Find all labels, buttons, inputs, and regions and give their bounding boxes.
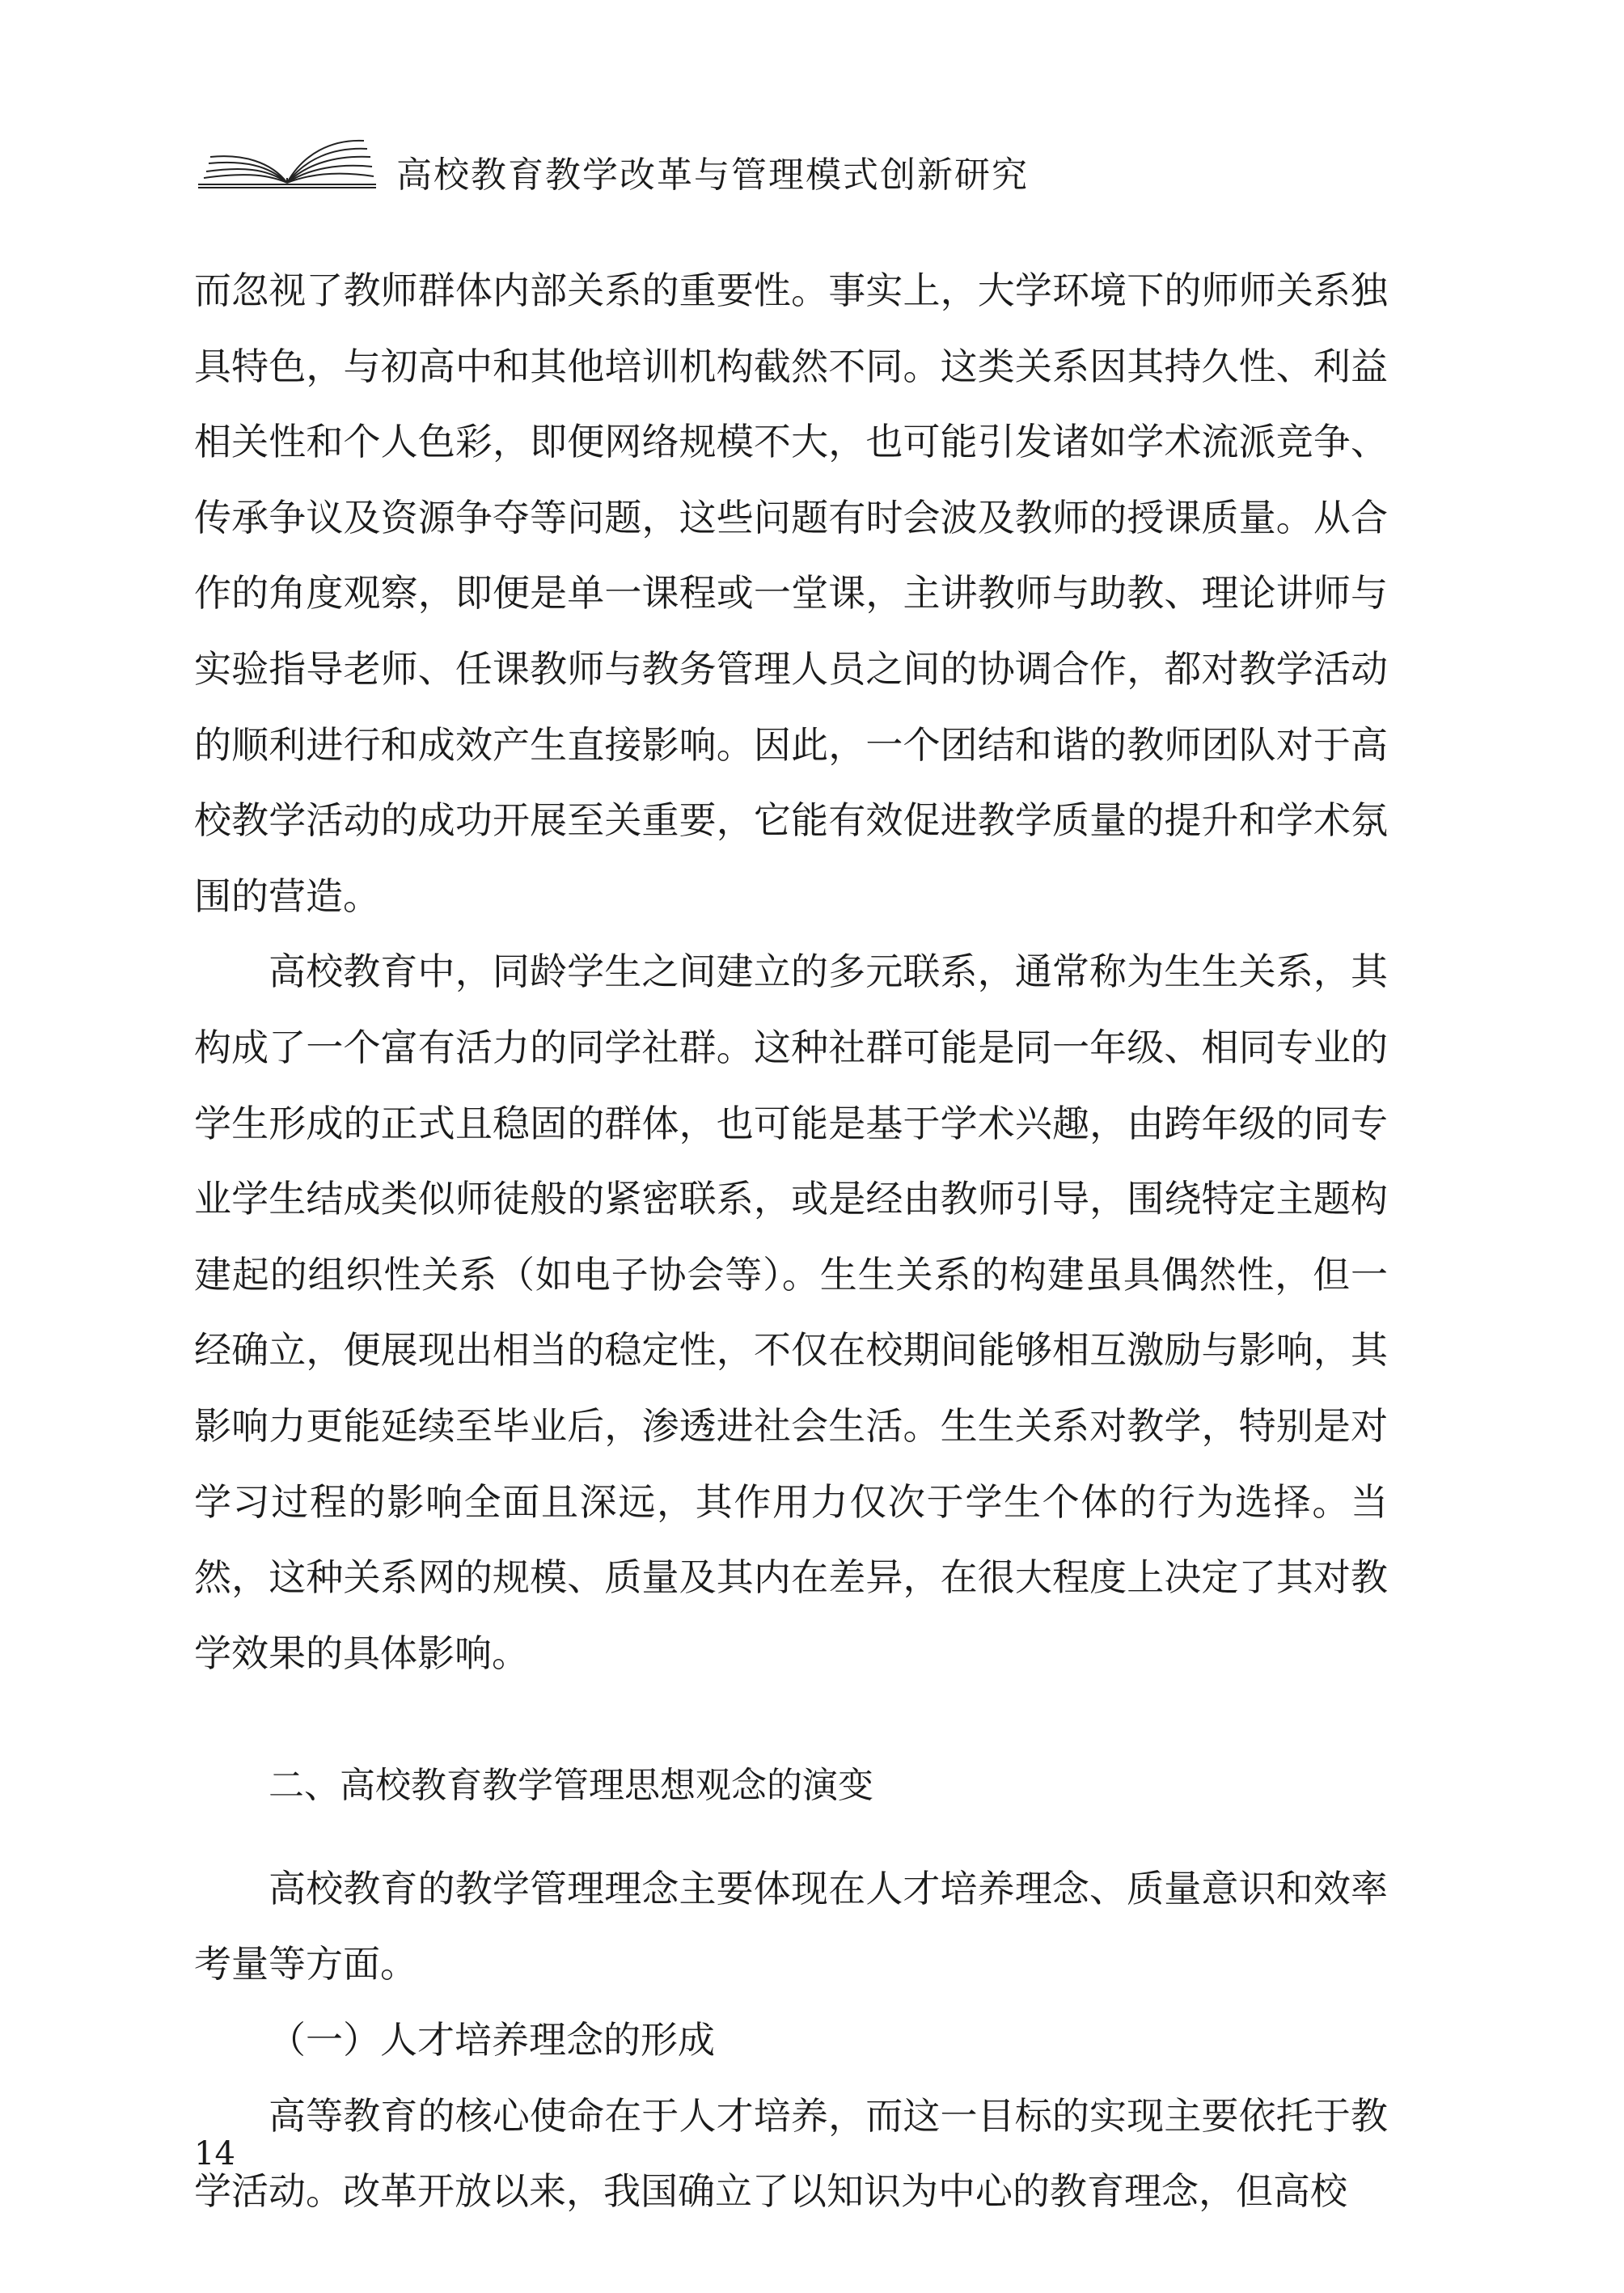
paragraph-student-relations: 高校教育中，同龄学生之间建立的多元联系，通常称为生生关系，其构成了一个富有活力的同学社群。这种社群可能是同一年级、相同专业的学生形成的正式且稳固的群体，也可能是基于学术兴趣，由跨年级的同专业学生结成类似师徒般的紧密联系，或是经由教师引导，围绕特定主题构建起的组织性关系（如电子协会等）。生生关系的构建虽具偶然性，但一经确立，便展现出相当的稳定性，不仅在校期间能够相互激励与影响，其影响力更能延续至毕业后，渗透进社会生活。生生关系对教学，特别是对学习过程的影响全面且深远，其作用力仅次于学生个体的行为选择。当然，这种关系网的规模、质量及其内在差异，在很大程度上决定了其对教学效果的具体影响。	[194, 950, 1388, 1675]
page-number: 14	[194, 2135, 235, 2172]
open-book-icon	[194, 129, 380, 194]
section-heading: 二、高校教育教学管理思想观念的演变	[269, 1765, 873, 1807]
page-body	[194, 253, 1388, 2230]
paragraph-talent-cultivation: 高等教育的核心使命在于人才培养，而这一目标的实现主要依托于教学活动。改革开放以来，我国确立了以知识为中心的教育理念，但高校	[194, 2093, 1388, 2214]
paragraph-management-concepts: 高校教育的教学管理理念主要体现在人才培养理念、质量意识和效率考量等方面。	[194, 1866, 1388, 1986]
running-header	[194, 129, 1383, 194]
subsection-heading: （一）人才培养理念的形成	[269, 2018, 715, 2062]
paragraph-continued: 而忽视了教师群体内部关系的重要性。事实上，大学环境下的师师关系独具特色，与初高中和其他培训机构截然不同。这类关系因其持久性、利益相关性和个人色彩，即便网络规模不大，也可能引发诸如学术流派竞争、传承争议及资源争夺等问题，这些问题有时会波及教师的授课质量。从合作的角度观察，即便是单一课程或一堂课，主讲教师与助教、理论讲师与实验指导老师、任课教师与教务管理人员之间的协调合作，都对教学活动的顺利进行和成效产生直接影响。因此，一个团结和谐的教师团队对于高校教学活动的成功开展至关重要，它能有效促进教学质量的提升和学术氛围的营造。	[194, 269, 1388, 918]
running-header-title: 高校教育教学改革与管理模式创新研究	[396, 154, 1029, 196]
